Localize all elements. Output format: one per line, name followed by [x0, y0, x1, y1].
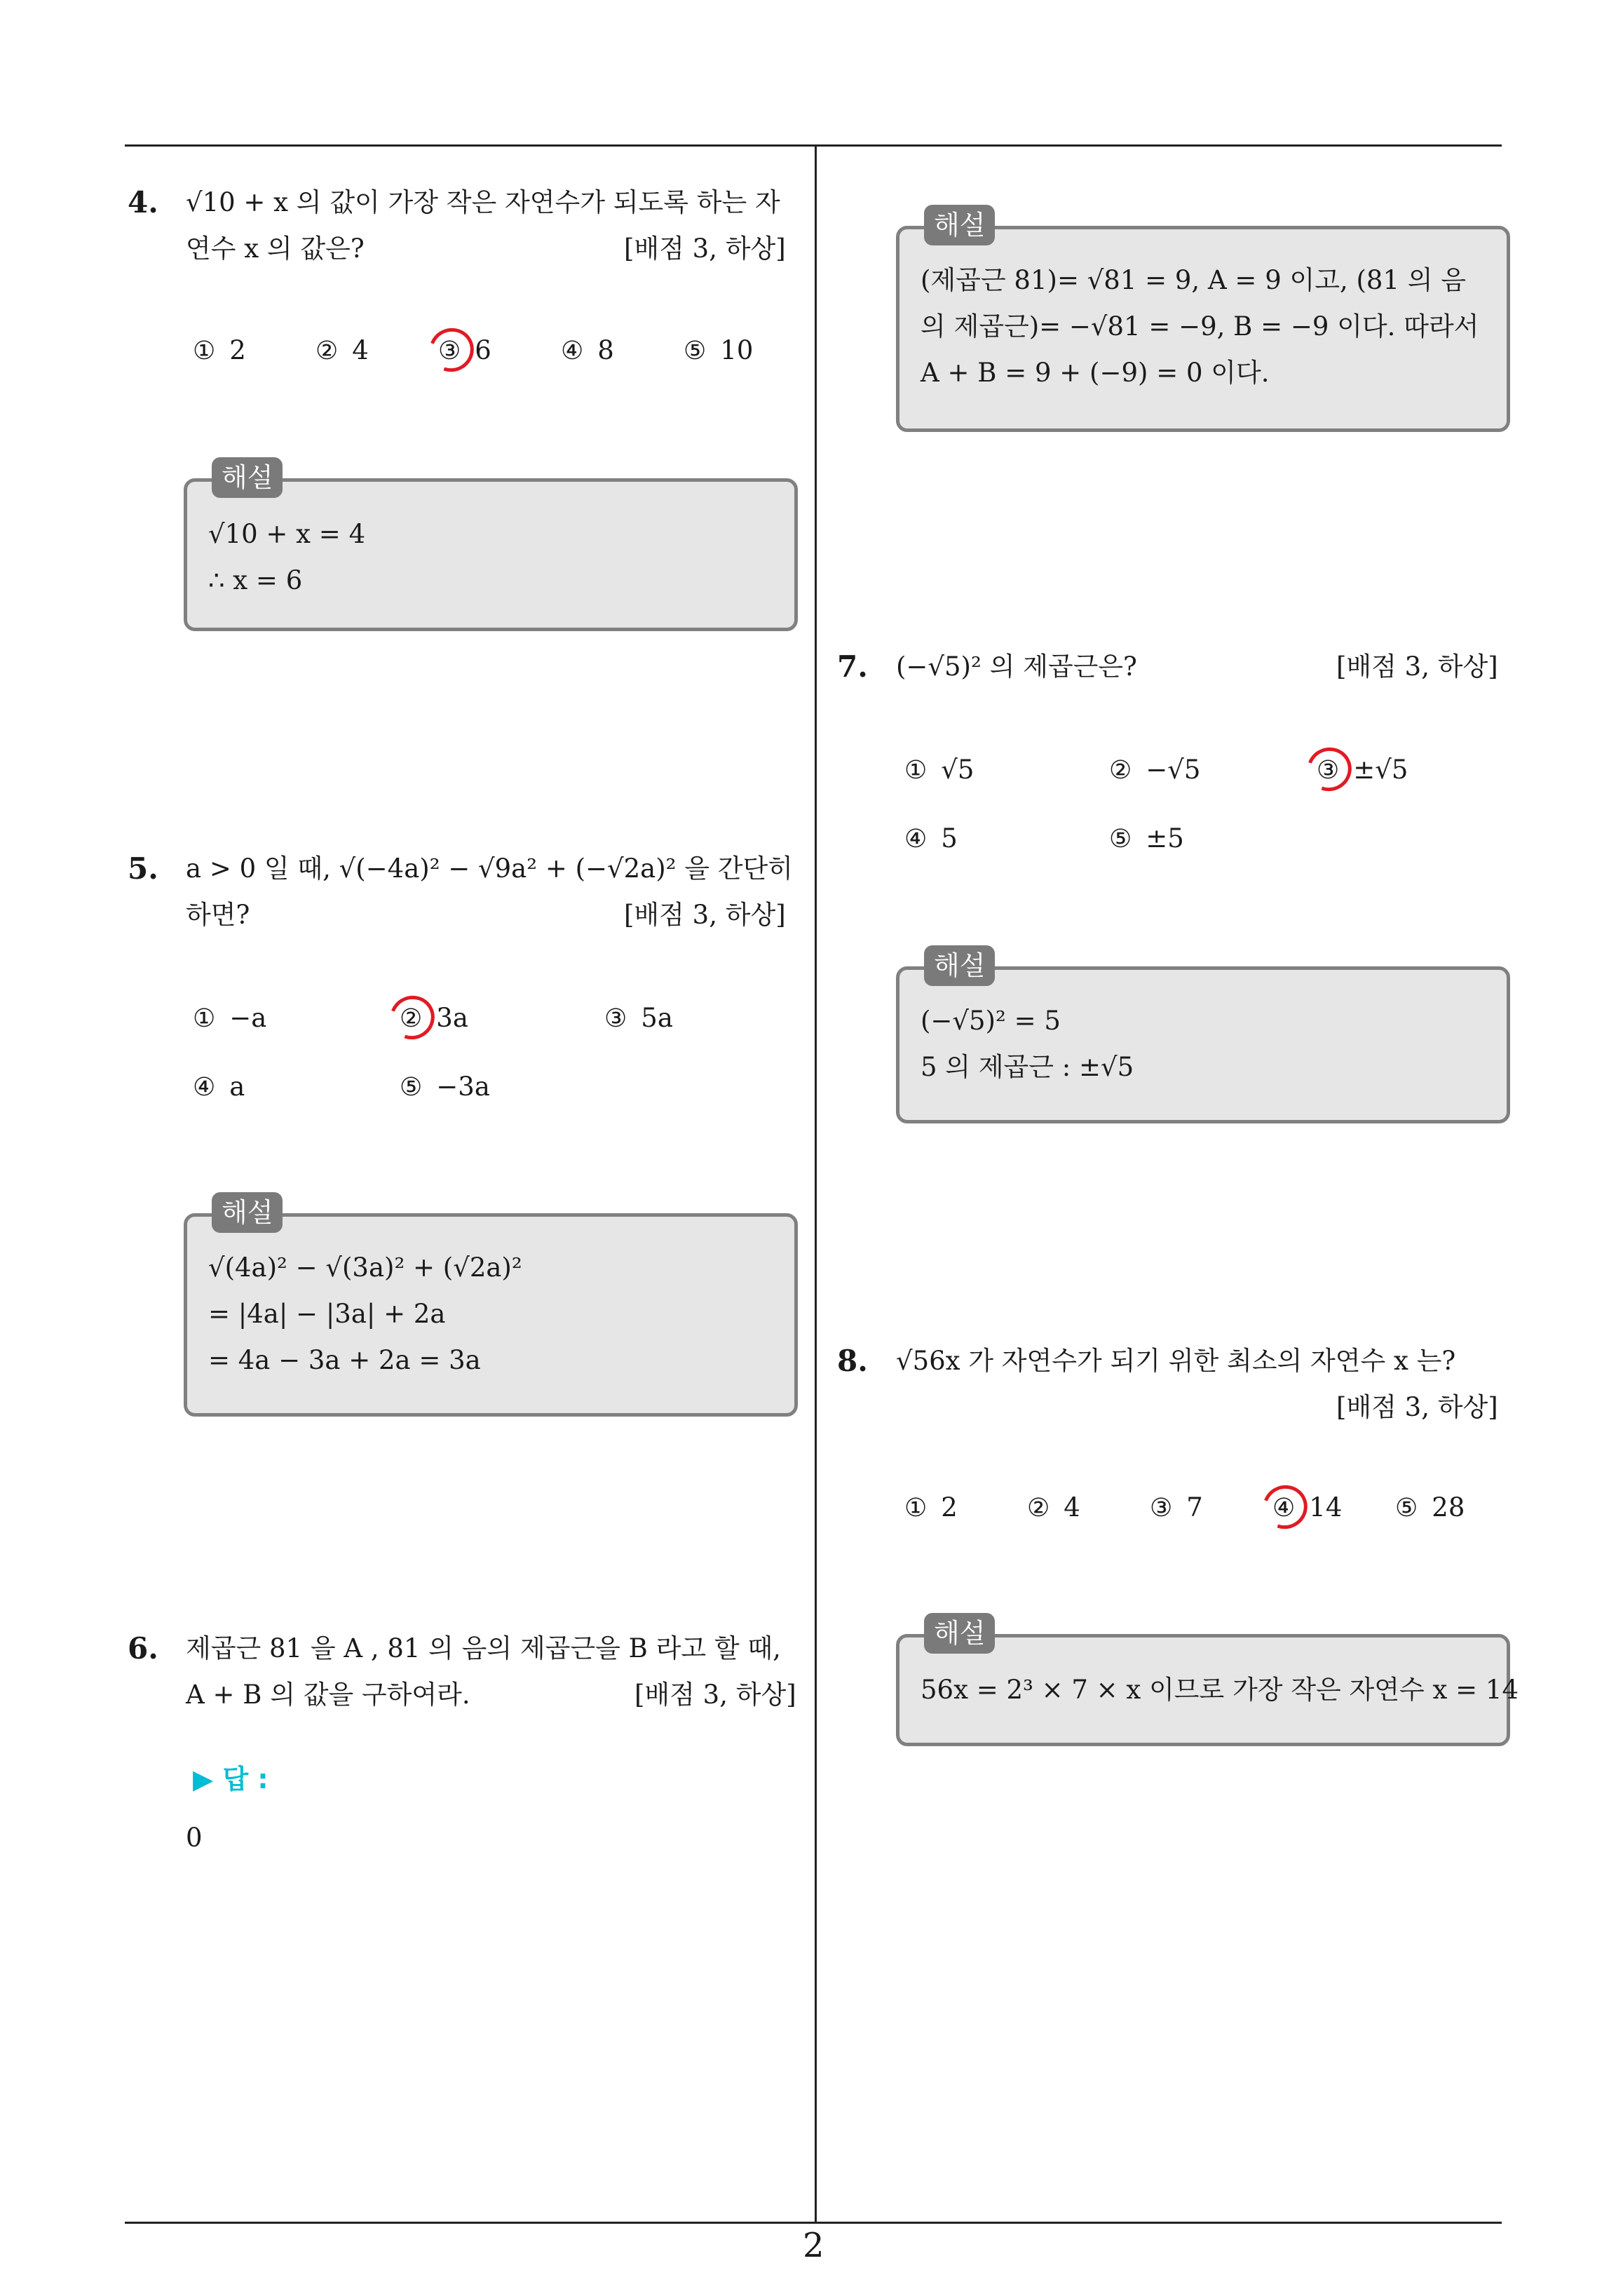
score-label: [배점 3, 하상] [624, 234, 786, 264]
circled-4-icon: ④ [904, 825, 928, 853]
choice-2[interactable]: ② 4 [1027, 1487, 1080, 1529]
circled-2-icon: ② [1109, 756, 1132, 785]
circled-3-icon: ③ [604, 1004, 627, 1033]
solution-tag: 해설 [212, 457, 283, 498]
question-text: a > 0 일 때, √(−4a)² − √9a² + (−√2a)² 을 간단히 [186, 853, 793, 884]
question-text: √10 + x 의 값이 가장 작은 자연수가 되도록 하는 자 [186, 187, 780, 217]
score-label: [배점 3, 하상] [1336, 651, 1498, 682]
circled-4-icon: ④ [193, 1073, 216, 1102]
choice-5[interactable]: ⑤ ±5 [1109, 818, 1184, 860]
answer-label: ▶ 답 : [193, 1764, 269, 1795]
question-text: 연수 x 의 값은? [186, 234, 365, 264]
choice-4[interactable]: ④ a [193, 1066, 245, 1109]
solution-box [896, 226, 1510, 432]
choice-3[interactable]: ③ 5a [604, 997, 673, 1040]
question-text: A + B 의 값을 구하여라. [186, 1680, 470, 1710]
bottom-rule [125, 2222, 1502, 2224]
solution-box [184, 478, 798, 631]
choice-3[interactable]: ③ 6 [438, 330, 491, 372]
circled-2-icon: ② [1027, 1494, 1050, 1522]
score-label: [배점 3, 하상] [1336, 1392, 1498, 1422]
solution-tag: 해설 [924, 945, 995, 986]
question-text: √56x 가 자연수가 되기 위한 최소의 자연수 x 는? [896, 1346, 1456, 1376]
solution-line: ∴ x = 6 [208, 565, 303, 595]
circled-5-icon: ⑤ [1109, 825, 1132, 853]
page-number: 2 [803, 2226, 824, 2265]
choice-1[interactable]: ① 2 [904, 1487, 958, 1529]
circled-1-icon: ① [193, 337, 216, 365]
question-text: 하면? [186, 900, 250, 930]
circled-1-icon: ① [904, 1494, 928, 1522]
question-number: 7. [837, 649, 868, 684]
circled-3-icon: ③ [438, 337, 461, 365]
question-number: 8. [837, 1344, 868, 1378]
choice-4[interactable]: ④ 14 [1272, 1487, 1342, 1529]
score-label: [배점 3, 하상] [634, 1680, 796, 1710]
question-number: 4. [128, 185, 158, 220]
circled-4-icon: ④ [1272, 1494, 1296, 1522]
solution-line: = |4a| − |3a| + 2a [208, 1299, 446, 1329]
solution-line: (제곱근 81)= √81 = 9, A = 9 이고, (81 의 음 [921, 265, 1467, 295]
choice-4[interactable]: ④ 8 [561, 330, 614, 372]
question-number: 5. [128, 851, 158, 886]
circled-2-icon: ② [315, 337, 339, 365]
top-rule [125, 144, 1502, 147]
choice-5[interactable]: ⑤ −3a [400, 1066, 490, 1109]
circled-5-icon: ⑤ [400, 1073, 423, 1102]
choice-4[interactable]: ④ 5 [904, 818, 958, 860]
solution-box [184, 1213, 798, 1417]
circled-1-icon: ① [193, 1004, 216, 1033]
question-number: 6. [128, 1631, 158, 1666]
solution-line: A + B = 9 + (−9) = 0 이다. [921, 358, 1270, 388]
choice-5[interactable]: ⑤ 28 [1395, 1487, 1465, 1529]
solution-line: (−√5)² = 5 [921, 1006, 1061, 1036]
choice-5[interactable]: ⑤ 10 [684, 330, 753, 372]
choice-1[interactable]: ① √5 [904, 749, 974, 792]
choice-2[interactable]: ② −√5 [1109, 749, 1200, 792]
solution-line: = 4a − 3a + 2a = 3a [208, 1345, 481, 1375]
solution-line: 5 의 제곱근 : ±√5 [921, 1052, 1134, 1082]
choice-1[interactable]: ① 2 [193, 330, 246, 372]
circled-1-icon: ① [904, 756, 928, 785]
column-divider [815, 144, 817, 2223]
circled-2-icon: ② [400, 1004, 423, 1033]
choice-3[interactable]: ③ 7 [1150, 1487, 1203, 1529]
choice-1[interactable]: ① −a [193, 997, 266, 1040]
answer-value: 0 [186, 1823, 203, 1853]
solution-line: 56x = 2³ × 7 × x 이므로 가장 작은 자연수 x = 14 [921, 1675, 1519, 1705]
solution-tag: 해설 [924, 1613, 995, 1654]
circled-4-icon: ④ [561, 337, 584, 365]
score-label: [배점 3, 하상] [624, 900, 786, 930]
circled-5-icon: ⑤ [684, 337, 707, 365]
solution-tag: 해설 [924, 205, 995, 245]
solution-line: √10 + x = 4 [208, 519, 366, 549]
circled-3-icon: ③ [1150, 1494, 1173, 1522]
solution-line: 의 제곱근)= −√81 = −9, B = −9 이다. 따라서 [921, 311, 1479, 342]
question-text: 제곱근 81 을 A , 81 의 음의 제곱근을 B 라고 할 때, [186, 1633, 781, 1663]
circled-5-icon: ⑤ [1395, 1494, 1418, 1522]
solution-line: √(4a)² − √(3a)² + (√2a)² [208, 1252, 522, 1283]
choice-2[interactable]: ② 4 [315, 330, 369, 372]
choice-2[interactable]: ② 3a [400, 997, 468, 1040]
solution-tag: 해설 [212, 1192, 283, 1233]
circled-3-icon: ③ [1317, 756, 1340, 785]
choice-3[interactable]: ③ ±√5 [1317, 749, 1408, 792]
solution-box [896, 966, 1510, 1123]
question-text: (−√5)² 의 제곱근은? [896, 651, 1137, 682]
